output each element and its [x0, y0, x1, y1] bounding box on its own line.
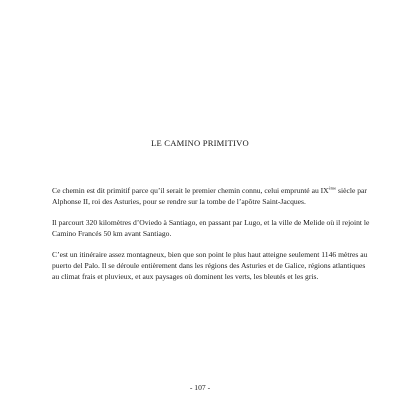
page-title: LE CAMINO PRIMITIVO [151, 138, 249, 148]
century-superscript: ème [328, 185, 337, 191]
paragraph-origin-text-start: Ce chemin est dit primitif parce qu’il serait le premier chemin connu, celui emprunté au IX [52, 186, 329, 195]
paragraph-terrain [52, 249, 372, 282]
page-number: - 107 - [189, 383, 211, 392]
paragraph-route-text: Il parcourt 320 kilomètres d’Oviedo à Santiago, en passant par Lugo, et la ville de Melide où il rejoint le Camino Francés 50 km avant Santiago. [52, 218, 370, 238]
paragraph-route [52, 217, 372, 239]
paragraph-origin-text-end: siècle par Alphonse II, roi des Asturies, pour se rendre sur la tombe de l’apôtre Saint-Jacques. [52, 186, 367, 206]
paragraph-origin [52, 185, 372, 207]
paragraph-terrain-text: C’est un itinéraire assez montagneux, bien que son point le plus haut atteigne seulement 1146 mètres au puerto del Palo. Il se déroule entièrement dans les régions des Asturies et de Galice, régions atlantiques au climat frais et pluvieux, et aux paysages où dominent les verts, les bleutés et les gris. [52, 250, 368, 281]
